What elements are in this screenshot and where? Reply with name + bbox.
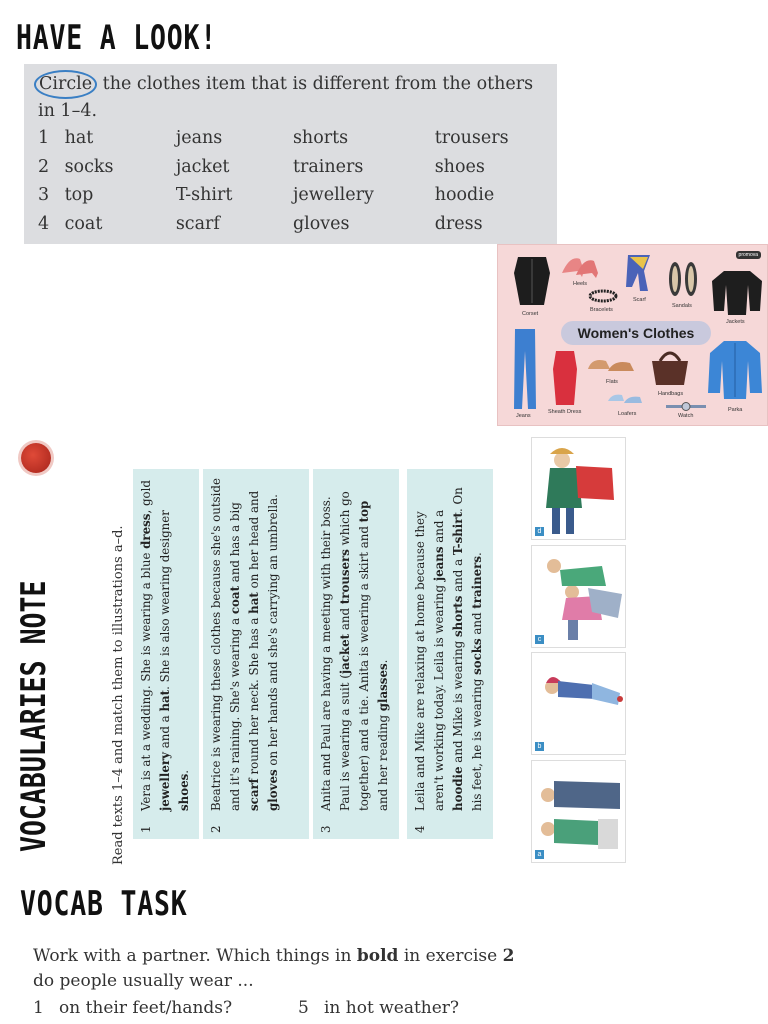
text: in exercise [398,946,503,966]
word-option[interactable]: T-shirt [175,185,233,206]
label-heels: Heels [573,281,588,287]
text: and Mike is wearing [451,637,465,767]
text-card-2 [203,469,309,839]
bold-word: gloves [266,769,280,811]
text: . On his feet, he is wearing [451,487,484,811]
row-number: 4 [38,213,50,234]
watch-icon [664,401,708,411]
bold-word: trousers [338,549,352,605]
text: Beatrice is wearing these clothes because she's outside and it's raining. She's wearing a [209,478,242,811]
label-scarf: Scarf [633,297,646,303]
parka-icon [706,337,764,403]
task-instruction [33,944,523,994]
word-option[interactable]: trousers [434,128,509,149]
illustration-tag: a [535,850,544,859]
row-number: 2 [38,156,50,177]
exercise-row-4 [38,210,543,239]
question-text: on their feet/hands? [59,998,233,1018]
bold-word: bold [356,946,399,966]
text: and her reading [376,711,390,811]
bold-word: hat [247,592,261,614]
bold-word: scarf [247,778,261,811]
handbag-icon [648,347,692,387]
scarf-icon [624,251,654,293]
jacket-icon [710,267,764,317]
word-option[interactable]: gloves [292,213,350,234]
circle-word: Circle [34,70,97,99]
illustration-c [531,545,626,648]
bold-word: shoes [177,773,191,811]
text: , gold [139,480,153,514]
text: and has a big [228,502,242,586]
bold-word: coat [228,585,242,615]
label-parka: Parka [728,407,743,413]
word-option[interactable]: hat [64,128,94,149]
text: . She is also wearing designer [158,510,172,690]
figure-icon [532,546,626,648]
word-option[interactable]: scarf [175,213,220,234]
bold-word: 2 [502,946,515,966]
row-number: 3 [38,185,50,206]
task-question-5 [298,998,459,1018]
bold-word: shorts [451,595,465,638]
bold-word: dress [139,513,153,549]
flats-icon [586,353,636,375]
word-option[interactable]: trainers [292,156,364,177]
word-option[interactable]: jewellery [292,185,374,206]
word-option[interactable]: jeans [175,128,223,149]
row-number: 1 [38,128,50,149]
illustration-tag: b [535,742,544,751]
word-option[interactable]: socks [64,156,114,177]
section-bullet [21,443,51,473]
circle-instruction [38,70,543,124]
card-number: 3 [319,825,333,833]
text: . [376,659,390,664]
text: on her head and [247,490,261,593]
question-text: in hot weather? [324,998,460,1018]
bold-word: trainers [470,555,484,609]
text-card-1 [133,469,199,839]
word-option[interactable]: shoes [434,156,485,177]
label-handbags: Handbags [658,391,684,397]
bracelets-icon [588,289,618,303]
bold-word: hat [158,689,172,712]
card-number: 2 [209,825,223,833]
text: and a [432,509,446,547]
word-option[interactable]: top [64,185,94,206]
vocab-task-heading: VOCAB TASK [20,884,188,924]
bold-word: T-shirt [451,512,465,556]
figure-icon [532,761,626,863]
text-card-3 [313,469,399,839]
womens-clothes-banner: Women's Clothes [561,321,711,345]
label-sheath-dress: Sheath Dress [548,409,582,415]
label-corset: Corset [522,311,539,317]
bold-word: jacket [338,633,352,675]
figure-icon [532,653,626,755]
label-sandals: Sandals [672,303,692,309]
illustration-tag: c [535,635,544,644]
bold-word: glasses [376,663,390,712]
reading-instruction: Read texts 1–4 and match them to illustrations a–d. [111,525,126,865]
exercise-row-1 [38,124,543,153]
word-option[interactable]: shorts [292,128,349,149]
bold-word: jeans [432,546,446,582]
card-number: 4 [413,825,427,833]
word-option[interactable]: jacket [175,156,230,177]
exercise-row-3 [38,181,543,210]
bold-word: hoodie [451,766,465,811]
label-jackets: Jackets [726,319,745,325]
label-bracelets: Bracelets [590,307,613,313]
label-watch: Watch [678,413,694,419]
promova-logo: promova [736,251,761,259]
page-title: HAVE A LOOK! [16,18,217,58]
sandals-icon [666,259,700,299]
word-option[interactable]: coat [64,213,103,234]
sheath-dress-icon [550,349,580,407]
womens-clothes-infographic [497,244,768,426]
text: Leila and Mike are relaxing at home because they aren't working today. Leila is wearing [413,511,446,811]
text: . [177,770,191,774]
text: . [470,552,484,556]
circle-exercise-box [24,64,557,244]
text: on her hands and she's carrying an umbrella. [266,494,280,770]
text: and a [158,711,172,753]
text: and [338,604,352,634]
text: Vera is at a wedding. She is wearing a blue [139,548,153,811]
corset-icon [510,253,554,309]
jeans-icon [512,327,538,411]
question-number: 5 [298,998,309,1018]
instruction-rest: the clothes item that is different from the others in 1–4. [38,74,534,121]
illustration-a [531,760,626,863]
word-option[interactable]: hoodie [434,185,495,206]
text: round her neck. She has a [247,613,261,779]
card-number: 1 [139,825,153,833]
text: Anita and Paul are having a meeting with their boss. Paul is wearing a suit ( [319,496,352,811]
reading-exercise [103,465,503,865]
illustration-d [531,437,626,540]
text: which go together) and a tie. Anita is wearing a skirt and [338,491,371,811]
task-question-1 [33,998,232,1018]
question-number: 1 [33,998,44,1018]
figure-icon [532,438,626,540]
word-option[interactable]: dress [434,213,483,234]
text: do people usually wear ... [33,971,254,991]
label-jeans: Jeans [516,413,531,419]
illustration-tag: d [535,527,544,536]
heels-icon [560,251,600,279]
loafers-icon [606,391,644,405]
text: and [470,608,484,639]
bold-word: jewellery [158,752,172,811]
label-flats: Flats [606,379,618,385]
text-card-4 [407,469,493,839]
illustration-b [531,652,626,755]
label-loafers: Loafers [618,411,637,417]
bold-word: top [357,500,371,523]
vocabularies-note-heading: VOCABULARIES NOTE [14,580,54,852]
bold-word: socks [470,638,484,675]
text: and a [451,555,465,596]
text: Work with a partner. Which things in [33,946,357,966]
exercise-row-2 [38,153,543,182]
